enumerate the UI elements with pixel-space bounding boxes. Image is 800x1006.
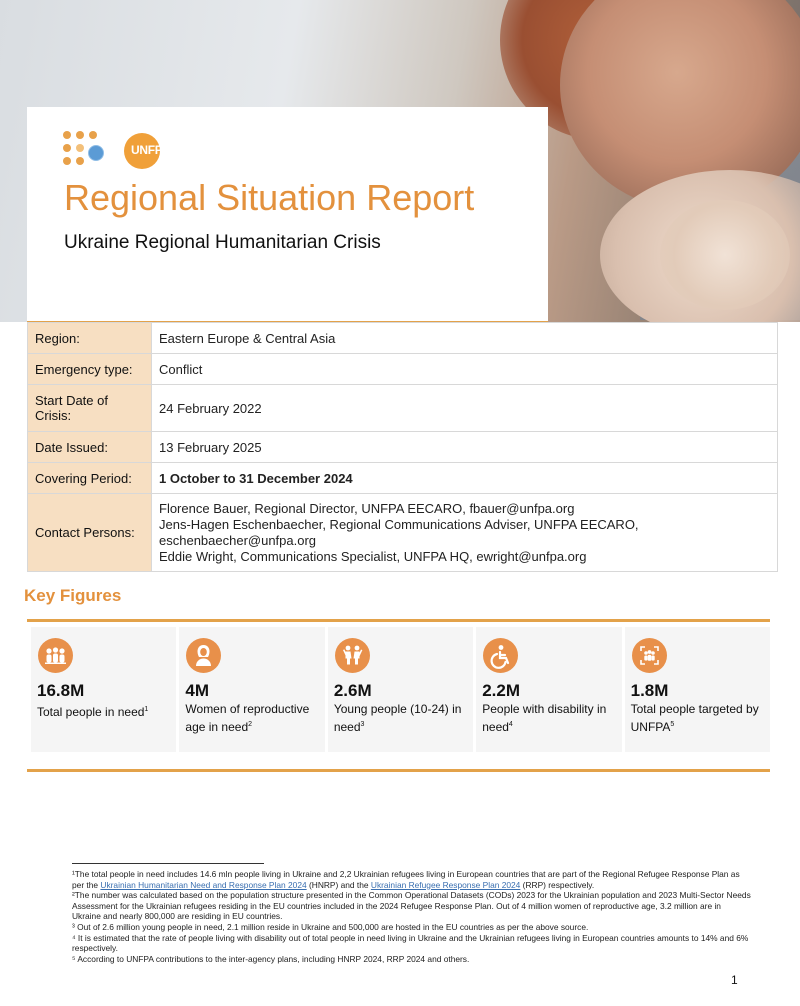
logo-dot	[76, 131, 84, 139]
people-group-icon	[38, 638, 73, 673]
rrp-link[interactable]: Ukrainian Refugee Response Plan 2024	[370, 879, 521, 890]
key-figures	[31, 627, 770, 752]
footnote: ⁴ It is estimated that the rate of people living with disability out of total people in need living in Ukraine and the Ukrainian refugees living in European countries amounts to 14% and 6% respectively.	[72, 932, 749, 954]
figure-label: Women of reproductive age in need$^2$	[185, 702, 310, 734]
key-figure	[328, 627, 473, 752]
figure-label: Young people (10-24) in need$^3$	[333, 702, 462, 734]
young-people-icon	[335, 638, 370, 673]
figure-value: 2.2M	[482, 681, 521, 700]
figure-label: Total people in need$^1$	[37, 705, 149, 719]
info-table	[27, 322, 778, 572]
wheelchair-icon	[483, 638, 518, 673]
info-value: Conflict	[152, 354, 778, 385]
info-label: Region:	[28, 323, 152, 354]
logo-dot	[76, 144, 84, 152]
footnote-rule	[72, 863, 264, 864]
woman-icon	[186, 638, 221, 673]
logo-dot	[76, 157, 84, 165]
info-row	[28, 385, 778, 432]
contact-line: Jens-Hagen Eschenbaecher, Regional Communications Adviser, UNFPA EECARO,	[159, 516, 639, 532]
info-row	[28, 494, 778, 572]
info-label: Date Issued:	[28, 432, 152, 463]
logo-dot	[63, 131, 71, 139]
title-card	[27, 107, 548, 321]
key-figures-title: Key Figures	[24, 586, 122, 605]
info-label: Start Date of Crisis:	[28, 385, 152, 432]
target-group-icon	[632, 638, 667, 673]
figure-value: 16.8M	[37, 681, 85, 700]
logo-text: UNFPA	[131, 143, 170, 157]
info-row	[28, 354, 778, 385]
un-globe-icon	[88, 145, 104, 161]
contact-persons	[152, 494, 778, 572]
page-number: 1	[731, 973, 738, 987]
info-label: Covering Period:	[28, 463, 152, 494]
info-row	[28, 463, 778, 494]
unfpa-logo	[63, 131, 183, 171]
report-subtitle: Ukraine Regional Humanitarian Crisis	[64, 232, 381, 253]
info-row	[28, 323, 778, 354]
key-figure	[31, 627, 176, 752]
photo-shape	[660, 200, 790, 310]
info-value: Eastern Europe & Central Asia	[152, 323, 778, 354]
figure-value: 4M	[185, 681, 210, 700]
logo-dot	[63, 144, 71, 152]
report-title: Regional Situation Report	[64, 177, 475, 218]
covering-period-value: 1 October to 31 December 2024	[152, 463, 778, 494]
footnotes	[72, 869, 752, 964]
key-figure	[179, 627, 324, 752]
footnote: ³ Out of 2.6 million young people in need, 2.1 million reside in Ukraine and 500,000 are hosted in the EU countries as per the above source.	[72, 921, 589, 932]
footnote: ¹The total people in need includes 14.6 mln people living in Ukraine and 2,2 Ukrainian refugees living in European countries that are part of the Regional Refugee Response Plan as per the Ukrainian Humanitarian Need and Response Plan 2024 (HNRP) and the Ukrainian Refugee Response Plan 2024 (RRP) respectively.	[72, 869, 740, 890]
contact-line: Florence Bauer, Regional Director, UNFPA EECARO, fbauer@unfpa.org	[159, 500, 575, 516]
logo-dot	[63, 157, 71, 165]
key-figure	[476, 627, 621, 752]
logo-dot	[89, 131, 97, 139]
key-figure	[625, 627, 770, 752]
divider	[27, 769, 770, 772]
figure-label: People with disability in need$^4$	[482, 702, 607, 734]
figure-value: 1.8M	[630, 681, 669, 700]
footnote: ⁵ According to UNFPA contributions to the inter-agency plans, including HNRP 2024, RRP 2024 and others.	[72, 953, 470, 964]
contact-line: Eddie Wright, Communications Specialist, UNFPA HQ, ewright@unfpa.org	[159, 548, 587, 564]
figure-value: 2.6M	[333, 681, 372, 700]
footnote: ²The number was calculated based on the population structure presented in the Common Operational Datasets (CODs) 2023 for the Ukrainian population and 2023 Multi-Sector Needs Assessment for the Ukrainian refugees residing in the EU countries included in the 2024 Refugee Response Plan. Out of 4 million women of reproductive age, 3.2 million are in Ukraine and nearly 800,000 are residing in EU countries.	[72, 890, 751, 922]
info-value: 13 February 2025	[152, 432, 778, 463]
contact-line: eschenbaecher@unfpa.org	[159, 532, 317, 548]
info-label: Contact Persons:	[28, 494, 152, 572]
hnrp-link[interactable]: Ukrainian Humanitarian Need and Response Plan 2024	[100, 879, 307, 890]
info-label: Emergency type:	[28, 354, 152, 385]
info-row	[28, 432, 778, 463]
divider	[27, 619, 770, 622]
info-value: 24 February 2022	[152, 385, 778, 432]
figure-label: Total people targeted by UNFPA$^5$	[630, 702, 759, 734]
